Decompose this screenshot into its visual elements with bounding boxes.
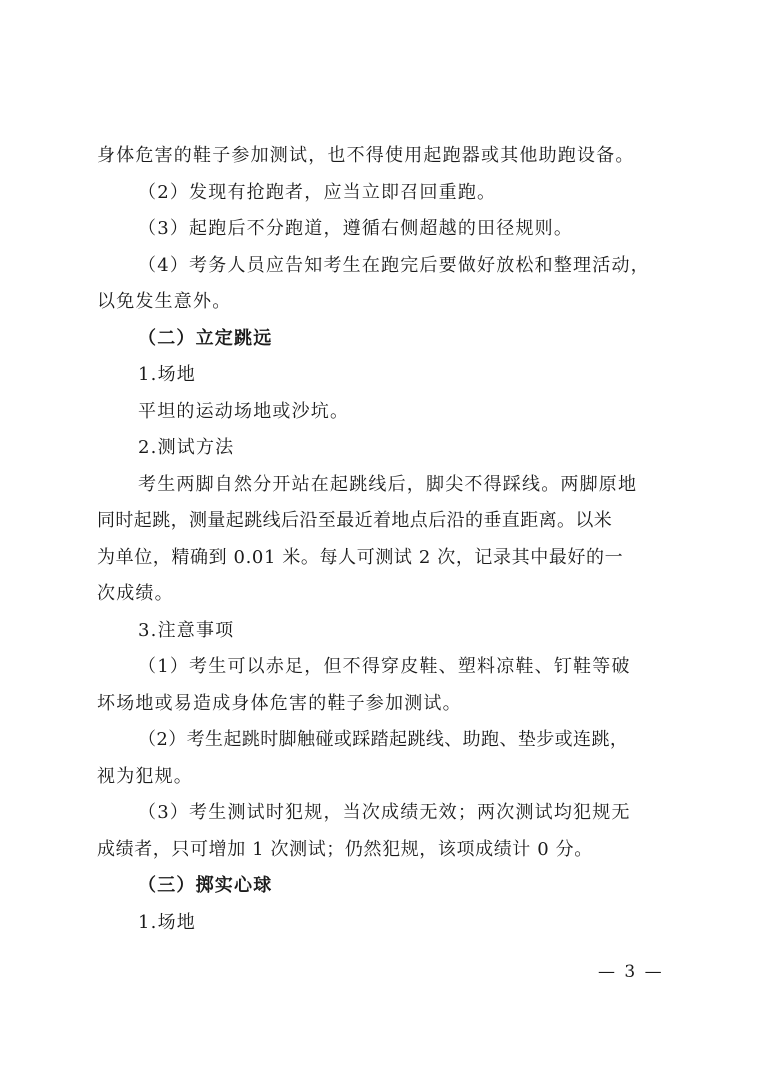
subsection-heading: 1.场地 bbox=[138, 364, 196, 385]
text-line: 视为犯规。 bbox=[97, 765, 193, 787]
text-line: （3）考生测试时犯规，当次成绩无效；两次测试均犯规无 bbox=[138, 802, 631, 823]
text-line: 次成绩。 bbox=[97, 583, 174, 604]
text-line: 考生两脚自然分开站在起跳线后，脚尖不得踩线。两脚原地 bbox=[138, 473, 638, 495]
subsection-heading: 1.场地 bbox=[138, 911, 196, 933]
text-line: 以免发生意外。 bbox=[97, 291, 232, 312]
text-line: （2）发现有抢跑者，应当立即召回重跑。 bbox=[138, 181, 497, 203]
text-line: 成绩者，只可增加 1 次测试；仍然犯规，该项成绩计 0 分。 bbox=[97, 838, 593, 860]
text-line: 为单位，精确到 0.01 米。每人可测试 2 次，记录其中最好的一 bbox=[97, 546, 624, 568]
text-line: 身体危害的鞋子参加测试，也不得使用起跑器或其他助跑设备。 bbox=[97, 145, 635, 166]
text-line: （3）起跑后不分跑道，遵循右侧超越的田径规则。 bbox=[138, 218, 574, 239]
document-body bbox=[97, 138, 663, 941]
text-line: 同时起跳，测量起跳线后沿至最近着地点后沿的垂直距离。以米 bbox=[97, 510, 613, 531]
text-line: 坏场地或易造成身体危害的鞋子参加测试。 bbox=[97, 692, 462, 714]
subsection-heading: 2.测试方法 bbox=[138, 437, 235, 458]
subsection-heading: 3.注意事项 bbox=[138, 619, 235, 641]
section-heading: （二）立定跳远 bbox=[138, 327, 273, 349]
text-line: 平坦的运动场地或沙坑。 bbox=[138, 400, 350, 422]
page-number: — 3 — bbox=[598, 962, 664, 982]
text-line: （4）考务人员应告知考生在跑完后要做好放松和整理活动， bbox=[138, 254, 650, 276]
section-heading: （三）掷实心球 bbox=[138, 875, 273, 896]
text-line: （1）考生可以赤足，但不得穿皮鞋、塑料凉鞋、钉鞋等破 bbox=[138, 656, 631, 677]
text-line: （2）考生起跳时脚触碰或踩踏起跳线、助跑、垫步或连跳， bbox=[138, 729, 629, 750]
